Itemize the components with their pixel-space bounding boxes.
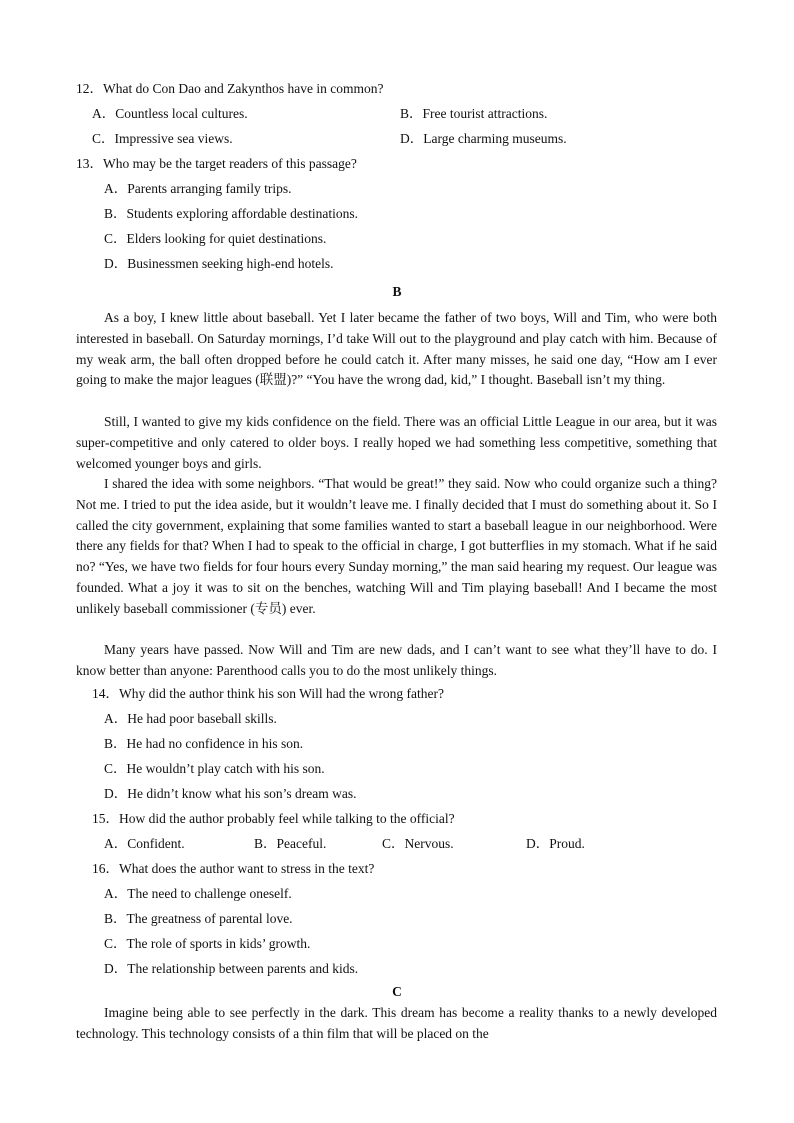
q12-option-d: D．Large charming museums.: [400, 131, 567, 146]
q13-option-a: A．Parents arranging family trips.: [104, 181, 292, 196]
q15-option-b: B．Peaceful.: [254, 836, 327, 851]
q13-option-c: C．Elders looking for quiet destinations.: [104, 231, 327, 246]
section-b-heading: B: [392, 284, 402, 299]
q13-option-b: B．Students exploring affordable destinations.: [104, 206, 358, 221]
passage-b-paragraph-4: Many years have passed. Now Will and Tim are new dads, and I can’t want to see what they’ll have to do. I know better than anyone: Parenthood calls you to do the most unlikely things.: [76, 642, 717, 678]
q15-option-d: D．Proud.: [526, 836, 585, 851]
q14-option-d: D．He didn’t know what his son’s dream was.: [104, 786, 357, 801]
q14-option-b: B．He had no confidence in his son.: [104, 736, 304, 751]
question-16: 16．What does the author want to stress in the text?: [92, 861, 375, 876]
section-c-heading: C: [392, 984, 402, 999]
passage-b-paragraph-3: I shared the idea with some neighbors. “That would be great!” they said. Now who could organize such a thing? Not me. I tried to put the idea aside, but it wouldn’t leave me. I finally decided that I must do something about it. So I called the city government, explaining that some families wanted to start a baseball league in our neighborhood. Were there any fields for that? When I had to speak to the official in charge, I got butterflies in my stomach. What if he said no? “Yes, we have two fields for four hours every Sunday morning,” the man said hearing my request. Our league was founded. What a joy it was to sit on the benches, watching Will and Tim playing baseball! And I became the most unlikely baseball commissioner (专员) ever.: [76, 476, 717, 616]
q12-option-c: C．Impressive sea views.: [92, 131, 233, 146]
q15-option-a: A．Confident.: [104, 836, 185, 851]
q15-option-c: C．Nervous.: [382, 836, 454, 851]
q16-option-a: A．The need to challenge oneself.: [104, 886, 292, 901]
question-15: 15．How did the author probably feel while talking to the official?: [92, 811, 455, 826]
q16-option-d: D．The relationship between parents and kids.: [104, 961, 359, 976]
passage-b-paragraph-1: As a boy, I knew little about baseball. Yet I later became the father of two boys, Will and Tim, who were both interested in baseball. On Saturday mornings, I’d take Will out to the playground and play catch with him. Because of my weak arm, the ball often dropped before he could catch it. After many misses, he said one day, “How am I ever going to make the major leagues (联盟)?” “You have the wrong dad, kid,” I thought. Baseball isn’t my thing.: [76, 310, 717, 388]
q12-option-b: B．Free tourist attractions.: [400, 106, 548, 121]
passage-c-paragraph-1: Imagine being able to see perfectly in the dark. This dream has become a reality thanks to a newly developed technology. This technology consists of a thin film that will be placed on the: [76, 1005, 717, 1041]
q16-option-b: B．The greatness of parental love.: [104, 911, 293, 926]
q13-option-d: D．Businessmen seeking high-end hotels.: [104, 256, 334, 271]
passage-b-paragraph-2: Still, I wanted to give my kids confidence on the field. There was an official Little League in our area, but it was super-competitive and only catered to older boys. I really hoped we had something less competitive, something that welcomed younger boys and girls.: [76, 414, 717, 471]
q14-option-a: A．He had poor baseball skills.: [104, 711, 277, 726]
q12-option-a: A．Countless local cultures.: [92, 106, 248, 121]
q16-option-c: C．The role of sports in kids’ growth.: [104, 936, 311, 951]
question-12: 12．What do Con Dao and Zakynthos have in common?: [76, 81, 384, 96]
q14-option-c: C．He wouldn’t play catch with his son.: [104, 761, 325, 776]
question-14: 14．Why did the author think his son Will had the wrong father?: [92, 686, 445, 701]
question-13: 13．Who may be the target readers of this passage?: [76, 156, 357, 171]
